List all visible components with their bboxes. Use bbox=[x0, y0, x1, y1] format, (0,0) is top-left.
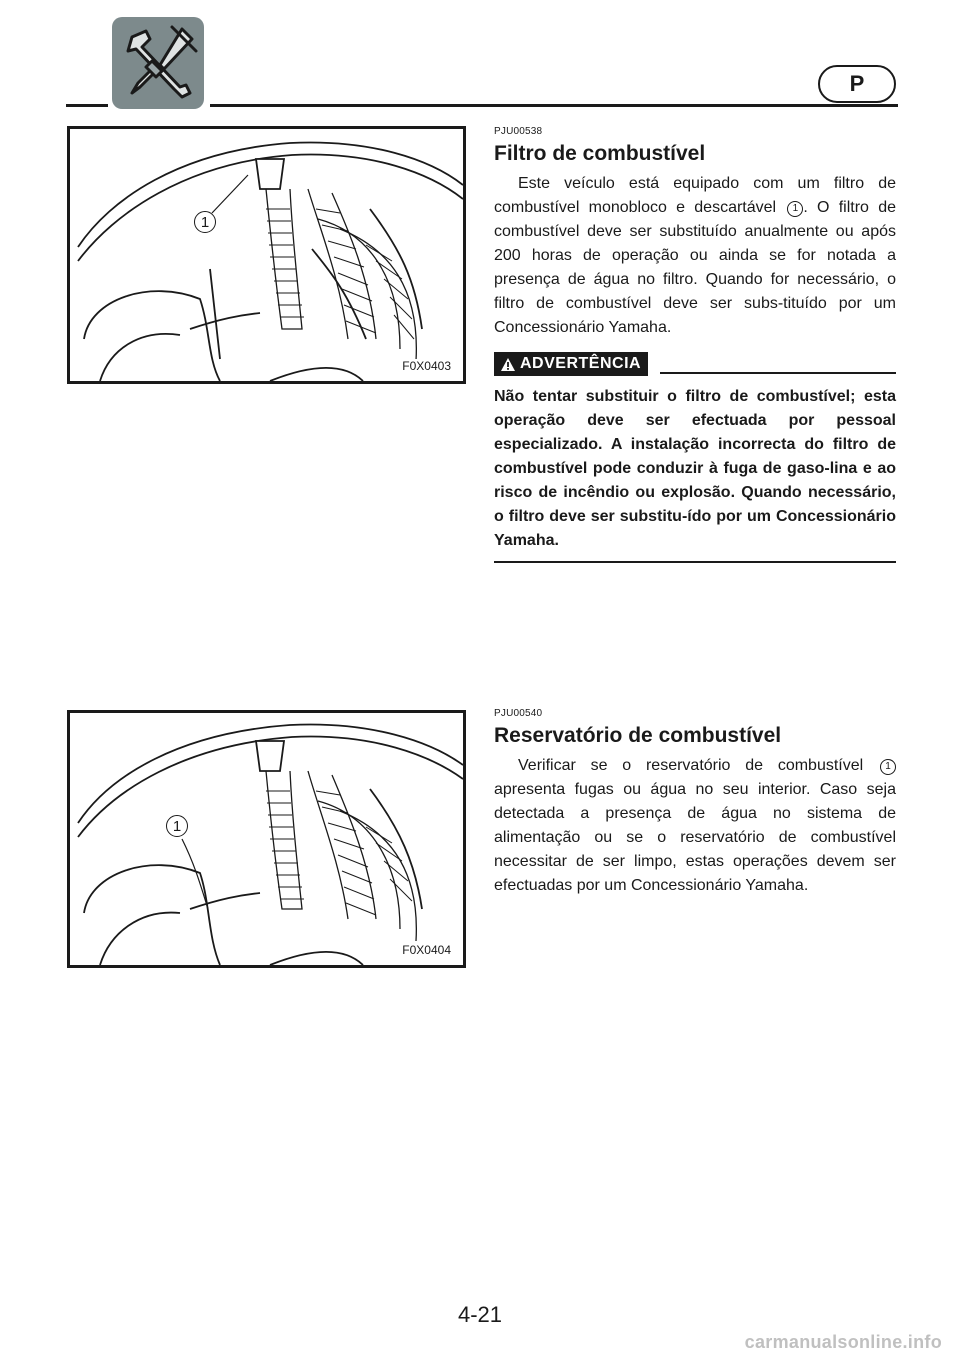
section-code: PJU00540 bbox=[494, 708, 543, 719]
figure-fuel-reservoir bbox=[67, 710, 466, 968]
header-rule-right bbox=[210, 104, 898, 107]
callout-ref: 1 bbox=[787, 201, 803, 217]
section-title: Filtro de combustível bbox=[494, 142, 706, 165]
figure-callout: 1 bbox=[194, 211, 216, 233]
tools-icon bbox=[112, 17, 204, 109]
page-number: 4-21 bbox=[457, 1302, 503, 1327]
warning-end-rule bbox=[494, 561, 896, 563]
callout-ref: 1 bbox=[880, 759, 896, 775]
warning-text: Não tentar substituir o filtro de combustível; esta operação deve ser efectuada por pessoal especializado. A instalação incorrecta do filtro de combustível pode conduzir à fuga de gaso-lina e ao risco de incêndio ou explosão. Quando necessário, o filtro deve ser substitu-ído por um Concessionário Yamaha. bbox=[494, 388, 896, 549]
warning-icon bbox=[500, 357, 516, 372]
figure-code: F0X0404 bbox=[402, 943, 451, 957]
warning-label: ADVERTÊNCIA bbox=[520, 355, 642, 372]
figure-code: F0X0403 bbox=[402, 359, 451, 373]
paragraph-text: Verificar se o reservatório de combustível bbox=[518, 757, 864, 774]
warning-rule bbox=[660, 372, 896, 374]
paragraph-text: apresenta fugas ou água no seu interior. Caso seja detectada a presença de água no sistema de alimentação ou se o reservatório de combustível necessitar de ser limpo, estas operações devem ser efectuadas por um Concessionário Yamaha. bbox=[494, 781, 896, 894]
figure-callout: 1 bbox=[166, 815, 188, 837]
paragraph-text: . O filtro de combustível deve ser substituído anualmente ou após 200 horas de operação ou ainda se for notada a presença de água no filtro. Quando for necessário, o filtro de combustível deve ser subs-tituído por um Concessionário Yamaha. bbox=[494, 199, 896, 336]
section-fuel-reservoir bbox=[494, 708, 896, 898]
warning-header bbox=[494, 352, 896, 376]
figure-fuel-filter bbox=[67, 126, 466, 384]
warning-badge bbox=[494, 352, 648, 376]
header-rule-left bbox=[66, 104, 108, 107]
section-code: PJU00538 bbox=[494, 126, 543, 137]
section-paragraph bbox=[494, 172, 896, 340]
section-title: Reservatório de combustível bbox=[494, 724, 782, 747]
language-badge: P bbox=[818, 65, 896, 103]
section-fuel-filter bbox=[494, 126, 896, 563]
section-paragraph bbox=[494, 754, 896, 898]
paragraph-text: Este veículo está equipado com um filtro de combustível monobloco e descartável bbox=[494, 175, 896, 216]
watermark: carmanualsonline.info bbox=[744, 1332, 942, 1352]
